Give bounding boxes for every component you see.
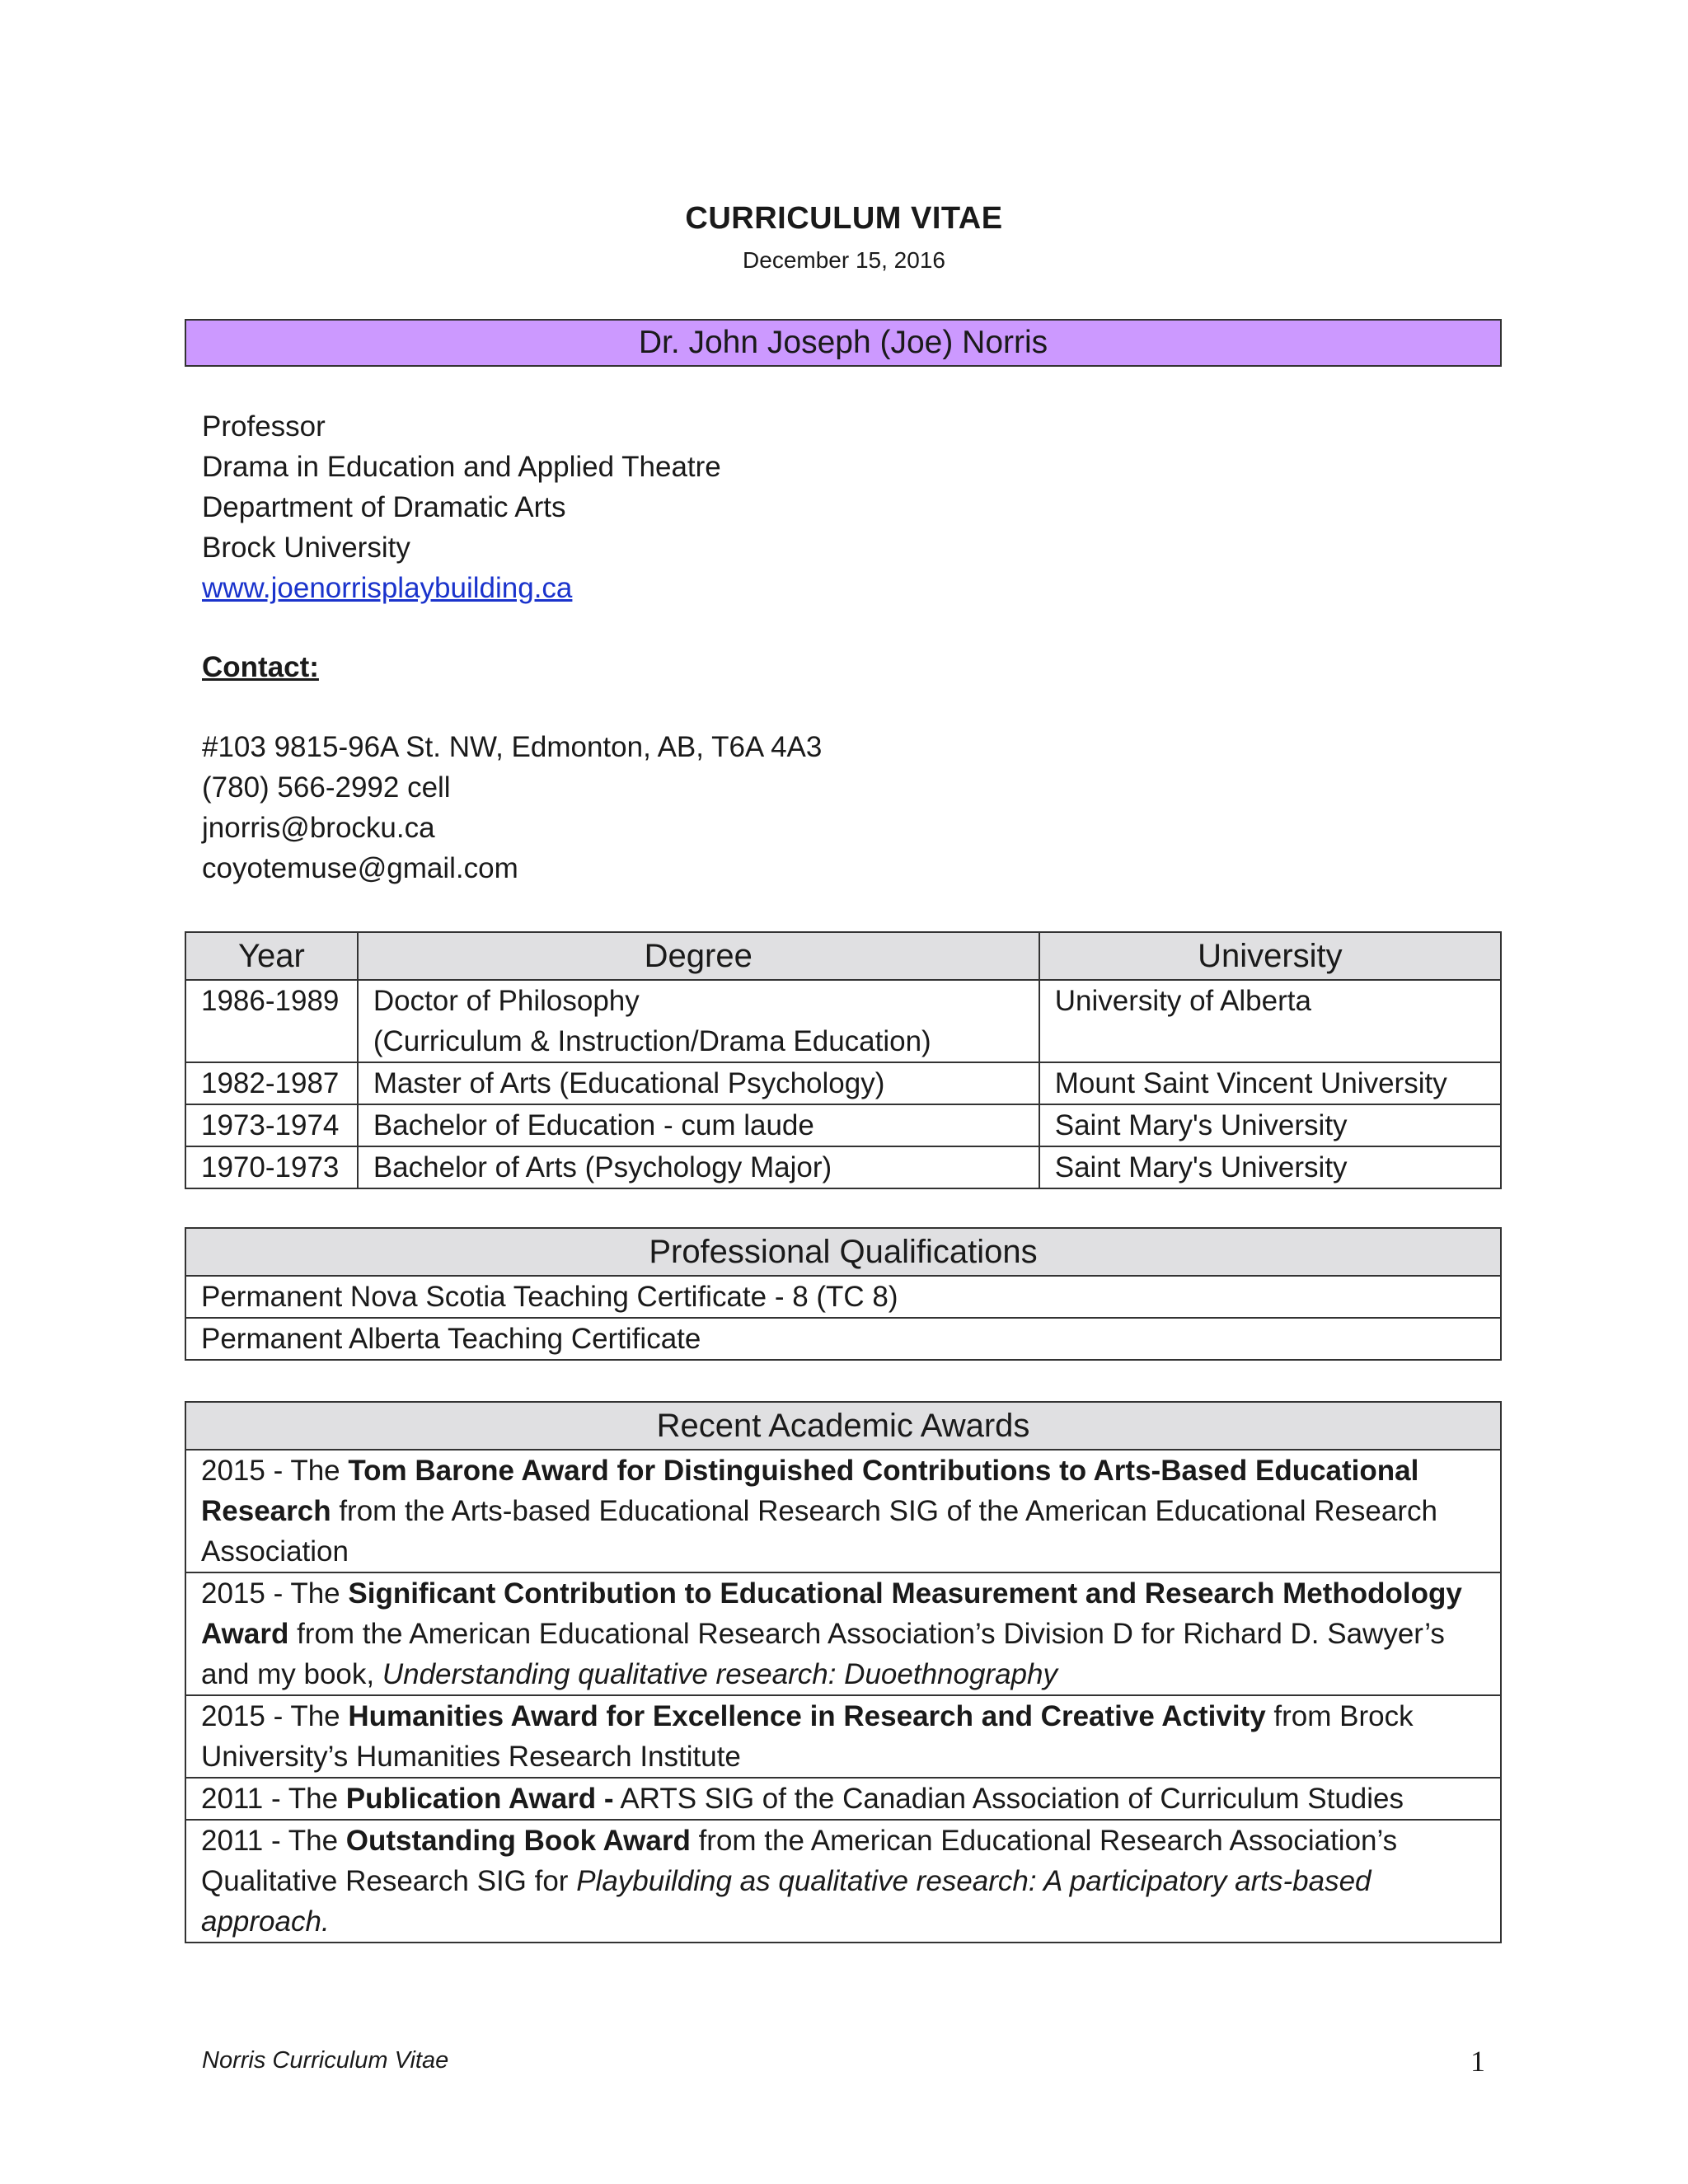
education-degree: Bachelor of Arts (Psychology Major)	[358, 1146, 1039, 1188]
position-institution: Brock University	[202, 532, 410, 564]
contact-email-primary: jnorris@brocku.ca	[202, 812, 435, 844]
degree-line: Doctor of Philosophy	[373, 985, 640, 1017]
col-header-year: Year	[185, 932, 358, 980]
award-title: Humanities Award for Excellence in Research and Creative Activity	[348, 1700, 1266, 1732]
award-detail: from Brock University’s Humanities Research Institute	[201, 1700, 1414, 1773]
award-title: Tom Barone Award for Distinguished Contributions to Arts-Based Educational Research	[201, 1455, 1419, 1527]
award-prefix: 2015 - The	[201, 1700, 349, 1732]
name-banner: Dr. John Joseph (Joe) Norris	[185, 319, 1502, 367]
award-detail: from the American Educational Research Association’s Qualitative Research SIG for	[201, 1825, 1398, 1897]
award-item	[185, 1572, 1501, 1695]
education-university: Saint Mary's University	[1039, 1146, 1501, 1188]
award-book-title: Playbuilding as qualitative research: A participatory arts-based approach.	[201, 1865, 1372, 1938]
position-department: Department of Dramatic Arts	[202, 491, 566, 523]
table-row	[185, 1318, 1501, 1360]
award-title: Significant Contribution to Educational Measurement and Research Methodology Award	[201, 1577, 1462, 1650]
degree-line: (Curriculum & Instruction/Drama Education)	[373, 1025, 931, 1057]
table-row	[185, 1104, 1501, 1146]
table-row	[185, 1146, 1501, 1188]
table-row	[185, 1450, 1501, 1572]
education-degree	[358, 980, 1039, 1062]
award-item	[185, 1695, 1501, 1778]
awards-table	[185, 1401, 1502, 1943]
website-link[interactable]: www.joenorrisplaybuilding.ca	[202, 572, 573, 604]
table-row	[185, 1778, 1501, 1820]
education-degree: Bachelor of Education - cum laude	[358, 1104, 1039, 1146]
award-detail: from the American Educational Research Association’s Division D for Richard D. Sawyer’s and my book,	[201, 1618, 1445, 1690]
award-book-title: Understanding qualitative research: Duoethnography	[382, 1658, 1057, 1690]
award-prefix: 2015 - The	[201, 1455, 349, 1487]
qualification-item: Permanent Alberta Teaching Certificate	[185, 1318, 1501, 1360]
education-year: 1973-1974	[185, 1104, 358, 1146]
contact-heading: Contact:	[202, 651, 319, 683]
document-title: CURRICULUM VITAE	[685, 201, 1003, 236]
table-row	[185, 1820, 1501, 1943]
education-year: 1982-1987	[185, 1062, 358, 1104]
award-prefix: 2011 - The	[201, 1825, 346, 1857]
footer-label: Norris Curriculum Vitae	[202, 2047, 449, 2074]
award-prefix: 2015 - The	[201, 1577, 349, 1610]
award-title: Publication Award -	[345, 1783, 614, 1815]
contact-email-secondary: coyotemuse@gmail.com	[202, 852, 518, 884]
col-header-degree: Degree	[358, 932, 1039, 980]
table-row	[185, 1572, 1501, 1695]
qualification-item: Permanent Nova Scotia Teaching Certificate - 8 (TC 8)	[185, 1276, 1501, 1318]
table-row	[185, 980, 1501, 1062]
contact-address: #103 9815-96A St. NW, Edmonton, AB, T6A 4A3	[202, 731, 823, 763]
qualifications-heading: Professional Qualifications	[185, 1228, 1501, 1276]
award-title: Outstanding Book Award	[345, 1825, 691, 1857]
education-year: 1970-1973	[185, 1146, 358, 1188]
award-item	[185, 1450, 1501, 1572]
award-item	[185, 1820, 1501, 1943]
table-row	[185, 1276, 1501, 1318]
award-detail: from the Arts-based Educational Research SIG of the American Educational Research Association	[201, 1495, 1437, 1568]
page-number: 1	[1470, 2045, 1485, 2078]
education-university: University of Alberta	[1039, 980, 1501, 1062]
qualifications-table	[185, 1227, 1502, 1361]
education-table	[185, 931, 1502, 1189]
position-title: Professor	[202, 410, 326, 443]
position-program: Drama in Education and Applied Theatre	[202, 451, 721, 483]
education-header-row	[185, 932, 1501, 980]
education-degree: Master of Arts (Educational Psychology)	[358, 1062, 1039, 1104]
position-block	[202, 406, 721, 608]
awards-heading: Recent Academic Awards	[185, 1402, 1501, 1450]
education-year: 1986-1989	[185, 980, 358, 1062]
award-prefix: 2011 - The	[201, 1783, 346, 1815]
contact-block	[202, 727, 822, 888]
education-university: Saint Mary's University	[1039, 1104, 1501, 1146]
table-row	[185, 1062, 1501, 1104]
document-date: December 15, 2016	[743, 247, 945, 273]
award-detail: ARTS SIG of the Canadian Association of Curriculum Studies	[613, 1783, 1404, 1815]
table-row	[185, 1695, 1501, 1778]
col-header-university: University	[1039, 932, 1501, 980]
contact-phone: (780) 566-2992 cell	[202, 771, 451, 804]
award-item	[185, 1778, 1501, 1820]
education-university: Mount Saint Vincent University	[1039, 1062, 1501, 1104]
